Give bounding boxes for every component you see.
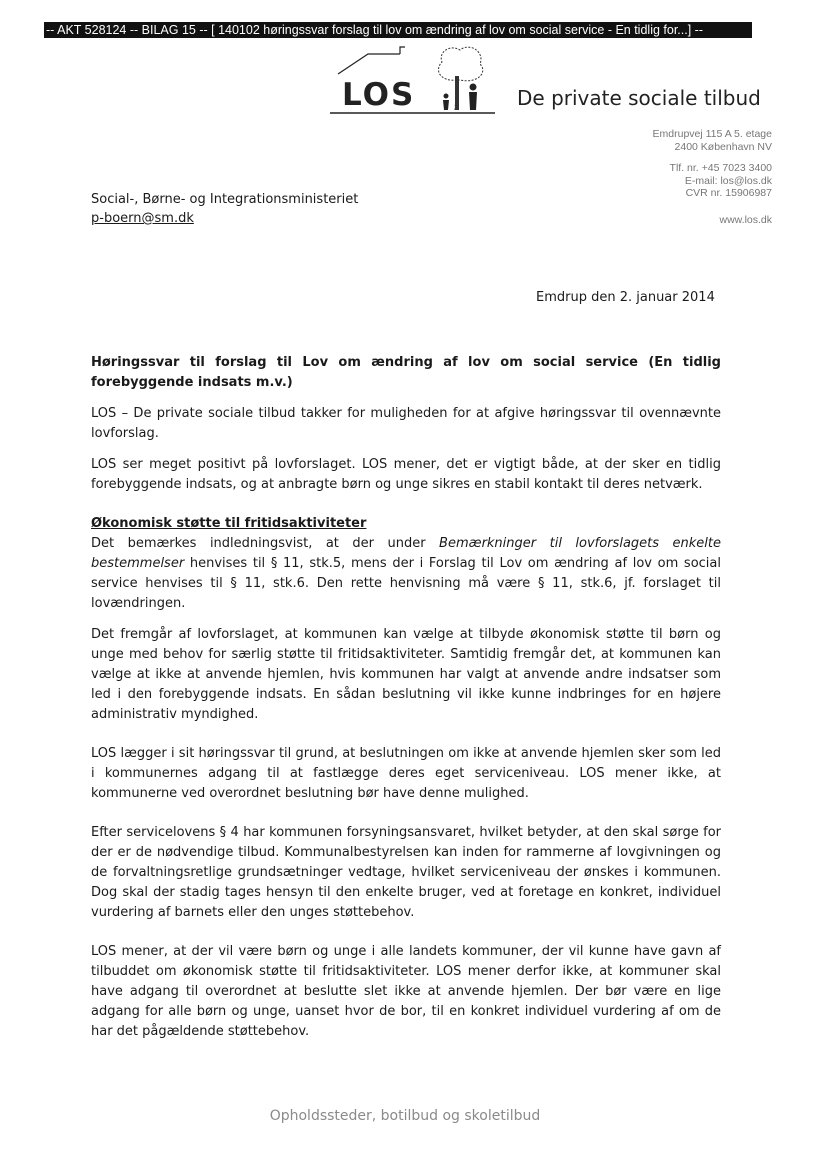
recipient-block — [91, 190, 358, 228]
paragraph-reference-end: henvises til § 11, stk.5, mens der i Forslag til Lov om ændring af lov om social service henvises til § 11, stk.6. Den rette henvisning må være § 11, stk.6, jf. forslaget til lovændringen. — [91, 556, 721, 611]
letter-subject: Høringssvar til forslag til Lov om ændring af lov om social service (En tidlig forebyggende indsats m.v.) — [91, 355, 721, 390]
paragraph-intro: LOS – De private sociale tilbud takker for muligheden for at afgive høringssvar til ovennævnte lovforslag. — [91, 406, 721, 441]
sender-address-line-2: 2400 København NV — [674, 140, 772, 153]
recipient-email-link[interactable]: p-boern@sm.dk — [91, 211, 194, 226]
section-heading: Økonomisk støtte til fritidsaktiviteter — [91, 516, 367, 531]
los-logo — [330, 40, 495, 115]
organization-tagline: De private sociale tilbud — [517, 86, 761, 110]
page-footer: Opholdssteder, botilbud og skoletilbud — [269, 1108, 541, 1124]
paragraph-supply-responsibility: Efter servicelovens § 4 har kommunen forsyningsansvaret, hvilket betyder, at den skal sørge for der er de nødvendige tilbud. Kommunalbestyrelsen kan inden for rammerne af lovgivningen og de forvaltningsretlige grundsætninger vedtage, hvilket serviceniveau der ønskes i kommunen. Dog skal der stadig tages hensyn til den enkelte bruger, ved at foretage en konkret, individuel vurdering af barnets eller den unges støttebehov. — [91, 825, 721, 920]
sender-phone: Tlf. nr. +45 7023 3400 — [669, 162, 772, 174]
archive-header-bar: -- AKT 528124 -- BILAG 15 -- [ 140102 høringssvar forslag til lov om ændring af lov om social service - En tidlig for...] -- — [44, 22, 752, 38]
section-economic-support — [91, 514, 721, 614]
logo-chimney — [400, 47, 405, 54]
paragraph-positive: LOS ser meget positivt på lovforslaget. LOS mener, det er vigtigt både, at der sker en tidlig forebyggende indsats, og at anbragte børn og unge sikres en stabil kontakt til deres netværk. — [91, 457, 721, 492]
logo-text: LOS — [342, 77, 416, 113]
paragraph-municipality-choice: Det fremgår af lovforslaget, at kommunen kan vælge at tilbyde økonomisk støtte til børn og unge med behov for særlig støtte til fritidsaktiviteter. Samtidig fremgår det, at kommunen kan vælge at ikke at anvende hjemlen, hvis kommunen har valgt at anvende andre indsatser som led i den forebyggende indsats. En sådan beslutning vil ikke kunne indbringes for en højere administrativ myndighed. — [91, 627, 721, 722]
sender-address-block — [552, 128, 772, 226]
paragraph-reference-start: Det bemærkes indledningsvist, at der under — [91, 536, 440, 551]
letter-date: Emdrup den 2. januar 2014 — [536, 290, 715, 305]
paragraph-reference-italic: Bemærkninger til lovforslagets enkelte bestemmelser — [91, 536, 721, 571]
child-figure-icon — [444, 94, 449, 99]
paragraph-equal-access: LOS mener, at der vil være børn og unge i alle landets kommuner, der vil kunne have gavn af tilbuddet om økonomisk støtte til fritidsaktiviteter. LOS mener derfor ikke, at kommuner skal have adgang til overordnet at beslutte slet ikke at anvende hjemlen. Der bør være en lige adgang for alle børn og unge, uanset hvor de bor, til en konkret individuel vurdering af om de har det pågældende støttebehov. — [91, 944, 721, 1039]
sender-cvr: CVR nr. 15906987 — [685, 187, 772, 199]
sender-website[interactable]: www.los.dk — [719, 213, 772, 226]
paragraph-service-level: LOS lægger i sit høringssvar til grund, at beslutningen om ikke at anvende hjemlen sker som led i kommunernes adgang til at fastlægge deres eget serviceniveau. LOS mener ikke, at kommunerne ved overordnet beslutning bør have denne mulighed. — [91, 746, 721, 801]
letter-body — [91, 353, 721, 1053]
paragraph-reference — [91, 534, 721, 614]
logo-roof-line — [338, 54, 400, 74]
recipient-name: Social-, Børne- og Integrationsministeriet — [91, 192, 359, 207]
sender-email: E-mail: los@los.dk — [684, 174, 772, 187]
adult-figure-icon — [470, 84, 477, 91]
sender-address-line-1: Emdrupvej 115 A 5. etage — [652, 128, 772, 140]
